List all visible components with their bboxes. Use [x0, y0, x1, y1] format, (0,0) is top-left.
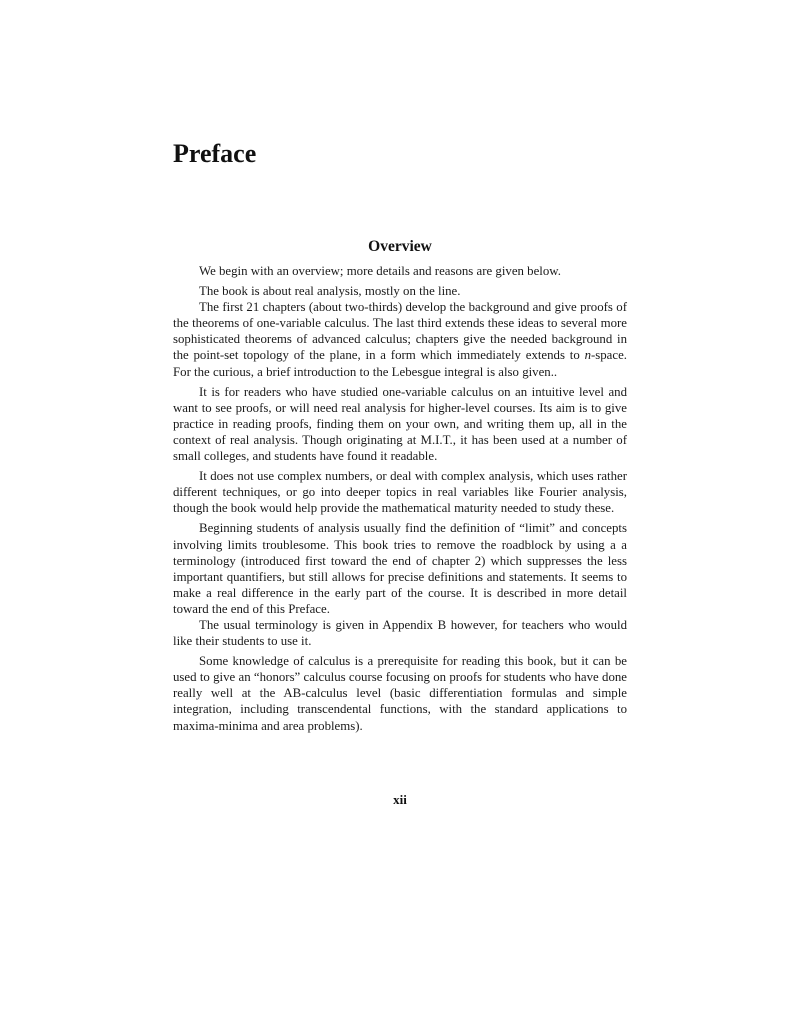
- paragraph-1: We begin with an overview; more details and reasons are given below.: [199, 264, 561, 278]
- paragraph-5: It does not use complex numbers, or deal with complex analysis, which uses rather different techniques, or go into deeper topics in real variables like Fourier analysis, though the book would help provide the mathematical maturity needed to study these.: [173, 469, 627, 516]
- body-text: [173, 263, 627, 734]
- chapter-title: Preface: [173, 139, 257, 168]
- page-number: xii: [393, 792, 407, 807]
- paragraph-6: Beginning students of analysis usually find the definition of “limit” and concepts involving limits troublesome. This book tries to remove the roadblock by using a a terminology (introduced first toward the end of chapter 2) which suppresses the less important quantifiers, but still allows for precise definitions and statements. It seems to make a real difference in the early part of the course. It is described in more detail toward the end of this Preface.: [173, 521, 627, 616]
- paragraph-2: The book is about real analysis, mostly on the line.: [199, 284, 461, 299]
- paragraph-3: The first 21 chapters (about two-thirds) develop the background and give proofs of the theorems of one-variable calculus. The last third extends these ideas to several more sophisticated theorems of advanced calculus; chapters give the needed background in the point-set topology of the plane, in a form which immediately extends to n-space. For the curious, a brief introduction to the Lebesgue integral is also given..: [173, 300, 627, 379]
- paragraph-7: The usual terminology is given in Appendix B however, for teachers who would like their students to use it.: [173, 617, 627, 649]
- section-title: Overview: [368, 238, 432, 255]
- paragraph-4: It is for readers who have studied one-variable calculus on an intuitive level and want to see proofs, or will need real analysis for higher-level courses. Its aim is to give practice in reading proofs, finding them on your own, and writing them up, all in the context of real analysis. Though originating at M.I.T., it has been used at a number of small colleges, and students have found it readable.: [173, 384, 627, 464]
- paragraph-8: Some knowledge of calculus is a prerequisite for reading this book, but it can be used to give an “honors” calculus course focusing on proofs for students who have done really well at the AB-calculus level (basic differentiation formulas and simple integration, including transcendental functions, with the standard applications to maxima-minima and area problems).: [173, 654, 627, 733]
